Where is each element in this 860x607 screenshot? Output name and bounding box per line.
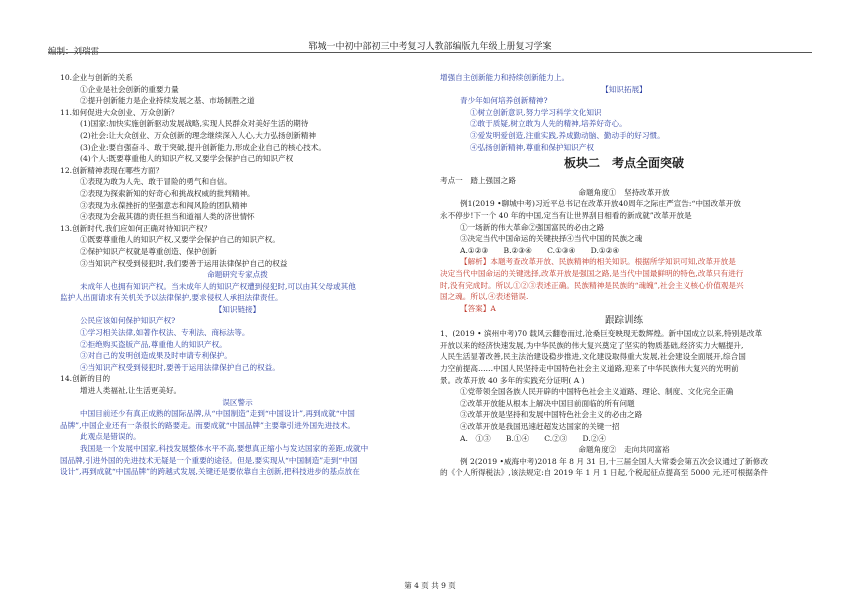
text-line: 设计”,再到成就“中国品牌”的跨越式发展,关键还是要依靠自主创新,把科技进步的基点放在: [60, 467, 360, 477]
text-line: 永不停步!下一个 40 年的中国,定当有让世界刮目相看的新成就”改革开放是: [440, 210, 692, 220]
text-line: 12.创新精神表现在哪些方面？: [60, 165, 164, 175]
text-line: 中国目前还少有真正成熟的国际品牌,从“中国制造”走到“中国设计”,再到成就“中国: [80, 409, 355, 419]
right-column: [440, 72, 808, 479]
text-line: 13.创新时代,我们应如何正确对待知识产权？: [60, 223, 212, 233]
text-line: ②拒绝购买盗版产品,尊重他人的知识产权。: [80, 339, 227, 349]
text-line: 误区警示: [222, 397, 253, 407]
text-line: ③决定当代中国命运的关键抉择④当代中国的民族之魂: [460, 234, 643, 244]
text-line: 【知识拓展】: [601, 84, 647, 94]
text-line: 监护人出面请求有关机关予以法律保护,要求侵权人承担法律责任。: [60, 293, 283, 303]
editor-label: 编制：刘瑞雷: [48, 47, 100, 57]
header-divider: [48, 52, 812, 53]
text-line: (1)国家:加快实施创新驱动发展战略,实现人民群众对美好生活的期待: [80, 119, 309, 129]
text-line: 开放以来的经济快速发展,为中华民族的伟大复兴奠定了坚实的物质基础,经济实力大幅提升,: [440, 340, 744, 350]
text-line: 公民应该如何保护知识产权?: [80, 316, 176, 326]
text-line: 增强自主创新能力和持续创新能力上。: [440, 73, 570, 82]
text-line: 例 2(2019 •威海中考)2018 年 8 月 31 日,十三届全国人大常委会第五次会议通过了新修改: [460, 456, 768, 466]
text-line: ③当知识产权受到侵犯时,我们要善于运用法律保护自己的权益: [80, 258, 288, 268]
text-line: 例1(2019 •聊城中考)习近平总书记在改革开放40周年之际庄严宣告:“中国改革开放: [460, 199, 741, 209]
text-line: 决定当代中国命运的关键选择,改革开放是强国之路,是当代中国最鲜明的特色,改革只有进行: [440, 268, 744, 278]
section-title: 板块二 考点全面突破: [563, 156, 684, 171]
text-line: (3)企业:要自强奋斗、敢于突破,提升创新能力,形成企业自己的核心技术。: [80, 142, 326, 152]
text-line: A.①②③ B.②③④ C.①③④ D.①②④: [460, 245, 620, 255]
page-header-title: 郓城一中初中部初三中考复习人教部编版九年级上册复习学案: [308, 42, 552, 52]
text-line: ③对自己的发明创造成果及时申请专利保护。: [80, 351, 232, 361]
text-line: ②敢于质疑,树立敢为人先的精神,培养好奇心。: [470, 119, 627, 129]
text-line: ①企业是社会创新的重要力量: [80, 84, 179, 94]
text-line: 时,没有完成时。所以,①②③表述正确。民族精神是民族的“魂魄”,社会主义核心价值观是兴: [440, 280, 744, 290]
text-line: 【解析】本题考查改革开放、民族精神的相关知识。根据所学知识可知,改革开放是: [460, 257, 736, 267]
text-line: A. ①③ B.①④ C.②③ D.②④: [460, 433, 606, 443]
text-line: 品牌”,中国企业还有一条很长的路要走。而要成就“中国品牌”主要靠引进外国先进技术。: [60, 420, 356, 430]
text-line: 力空前提高……中国人民坚持走中国特色社会主义道路,迎来了中华民族伟大复兴的光明前: [440, 364, 739, 374]
text-line: 11.如何促进大众创业、万众创新？: [60, 107, 179, 117]
text-line: ①学习相关法律,如著作权法、专利法、商标法等。: [80, 328, 250, 338]
text-line: 景。改革开放 40 多年的实践充分证明( A ): [440, 375, 585, 385]
text-line: ①既要尊重他人的知识产权,又要学会保护自己的知识产权。: [80, 235, 280, 245]
text-line: ②表现为探索新知的好奇心和挑战权威的批判精神。: [80, 188, 255, 198]
text-line: 命题角度② 走向共同富裕: [578, 445, 670, 455]
text-line: (2)社会:让大众创业、万众创新的理念继续深入人心,大力弘扬创新精神: [80, 130, 316, 140]
text-line: 14.创新的目的: [60, 374, 111, 384]
text-line: 跟踪训练: [604, 315, 643, 327]
text-line: 命题研究专家点拨: [207, 270, 268, 280]
text-line: ④当知识产权受到侵犯时,要善于运用法律保护自己的权益。: [80, 362, 280, 372]
text-line: 增进人类福祉,让生活更美好。: [80, 386, 182, 396]
text-line: ③改革开放是坚持和发展中国特色社会主义的必由之路: [460, 410, 643, 420]
left-column: [60, 72, 415, 478]
right-column-top: [440, 72, 808, 153]
page-number: 第 4 页 共 9 页: [404, 581, 456, 590]
text-line: 未成年人也拥有知识产权。当未成年人的知识产权遭到侵犯时,可以由其父母或其他: [80, 281, 356, 291]
text-line: ④表现为会裁其德的责任担当和道福人类的济世情怀: [80, 212, 255, 222]
text-line: 的《个人所得税法》,该法规定:自 2019 年 1 月 1 日起,个税起征点提高至 5000 元,还可根据条件: [440, 468, 769, 478]
text-line: ④改革开放是我国迅速赶超发达国家的关键一招: [460, 422, 620, 432]
text-line: ③表现为永葆挫折的坚强意志和闯风险的团队精神: [80, 200, 248, 210]
text-line: 国之魂。所以,④表述错误.: [440, 292, 529, 302]
text-line: 1、(2019 • 滨州中考)70 载风云翻卷而过,沧桑巨变映现无数辉煌。新中国成立以来,特别是改革: [440, 329, 763, 339]
text-line: 【答案】A: [460, 303, 496, 313]
text-line: 人民生活显著改善,民主法治建设稳步推进,文化建设取得重大发展,社会建设全面展开,综合国: [440, 352, 746, 362]
text-line: ①一场新的伟大革命②强国富民的必由之路: [460, 222, 605, 232]
text-line: ①树立创新意识,努力学习科学文化知识: [470, 107, 602, 117]
text-line: ①党带领全国各族人民开辟的中国特色社会主义道路、理论、制度、文化完全正确: [460, 387, 734, 397]
text-line: ②保护知识产权就是尊重创造、保护创新: [80, 246, 217, 256]
text-line: (4)个人:既要尊重他人的知识产权,又要学会保护自己的知识产权: [80, 154, 294, 164]
text-line: ②改革开放能从根本上解决中国目前面临的所有问题: [460, 398, 635, 408]
text-line: 国品牌,引进外国的先进技术无疑是一个重要的途径。但是,要实现从“中国制造”走到“中国: [60, 455, 358, 465]
text-line: 此观点是错误的。: [80, 432, 141, 442]
text-line: 10.企业与创新的关系: [60, 73, 133, 82]
text-line: ②提升创新能力是企业持续发展之基、市场制胜之道: [80, 96, 255, 106]
text-line: 【知识链接】: [214, 304, 261, 314]
right-column-main: [440, 175, 808, 479]
text-line: ④弘扬创新精神,尊重和保护知识产权: [470, 142, 594, 152]
text-line: 青少年如何培养创新精神?: [460, 96, 548, 106]
text-line: 命题角度① 坚持改革开放: [578, 187, 670, 197]
text-line: 考点一 踏上强国之路: [440, 176, 516, 186]
text-line: ①表现为敢为人先、敢于冒险的勇气和自信。: [80, 177, 232, 187]
text-line: 我国是一个发展中国家,科技发展整体水平不高,要想真正缩小与发达国家的差距,成就中: [80, 444, 369, 453]
text-line: ③爱发明爱创造,注重实践,养成勤动脑、勤动手的好习惯。: [470, 130, 665, 140]
